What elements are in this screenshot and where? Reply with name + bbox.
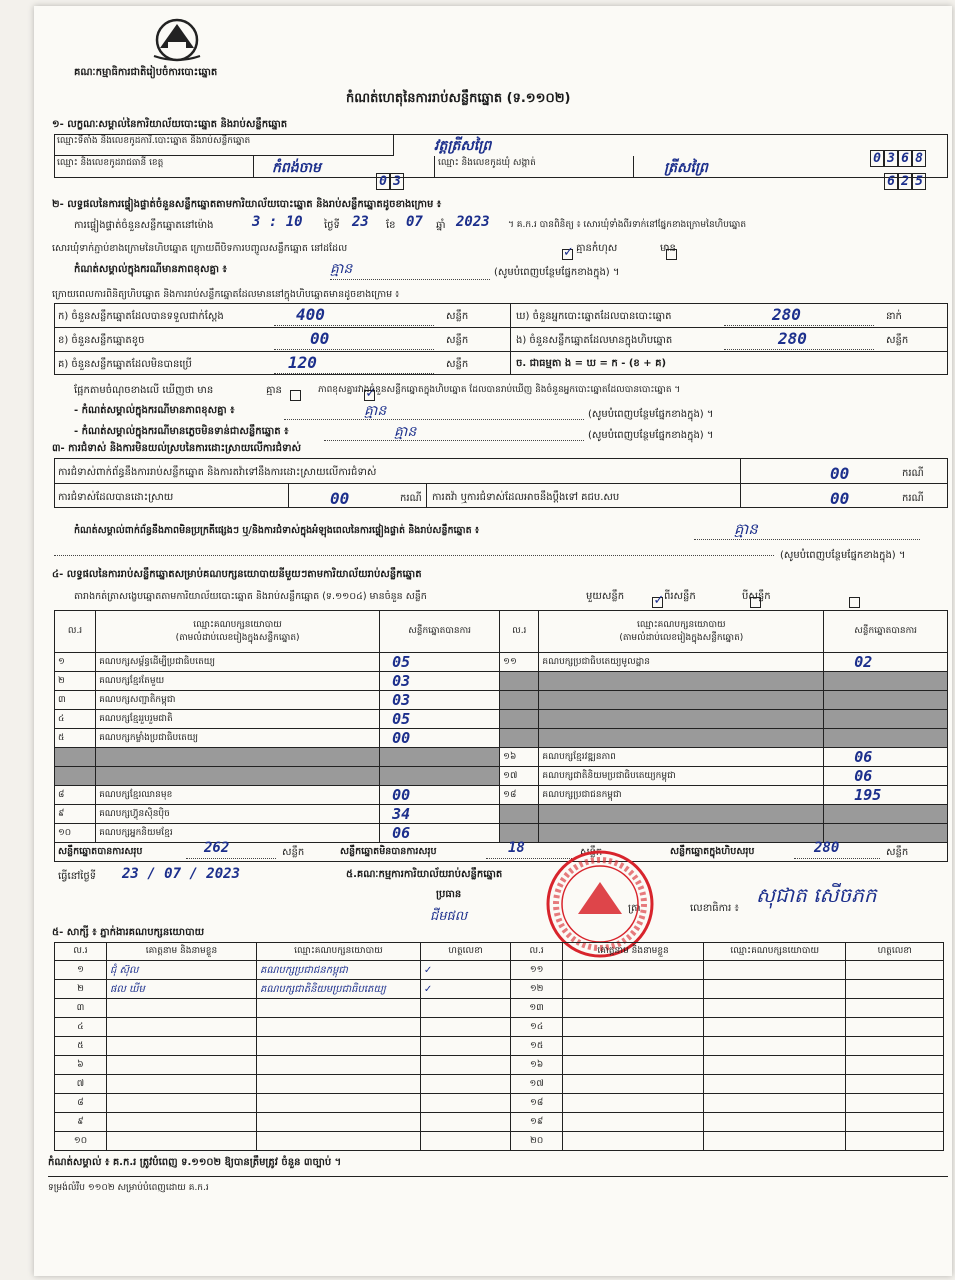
- witness-party: [256, 999, 420, 1018]
- witness-name: [106, 1018, 256, 1037]
- witness-no: ៦: [55, 1056, 107, 1075]
- party-name: គណបក្សអ្នកនិយមខ្មែរ: [96, 824, 380, 843]
- section3-heading: ៣- ការជំទាស់ និងការមិនយល់ស្របនៃការដោះស្រាយលើការជំទាស់: [52, 443, 302, 454]
- party-votes: [824, 672, 948, 691]
- witness-no: ១១: [511, 961, 563, 980]
- nec-logo-icon: [146, 12, 208, 62]
- party-name: គណបក្សសម្ព័ន្ធដើម្បីប្រជាធិបតេយ្យ: [96, 653, 380, 672]
- party-row: [55, 672, 948, 691]
- irregularity-label: កំណត់សម្គាល់ពាក់ព័ន្ធនឹងភាពមិនប្រក្រតីផ្សេងៗ ឬ/និងការជំទាស់ក្នុងអំឡុងពេលនៃការផ្ទៀងផ្ទាត់ និងរាប់សន្លឹកឆ្នោត ៖: [74, 525, 480, 536]
- witness-name: [563, 1018, 704, 1037]
- received-label: ក) ចំនួនសន្លឹកឆ្នោតដែលបានទទួលជាក់ស្តែង: [58, 311, 224, 322]
- witness-signature: [846, 1113, 944, 1132]
- unused-value: 120: [288, 353, 317, 372]
- witness-party: [256, 1056, 420, 1075]
- code-digit: 3: [884, 150, 898, 167]
- party-votes: [824, 691, 948, 710]
- party-no: [55, 767, 96, 786]
- witness-no: ៤: [55, 1018, 107, 1037]
- witness-no: ១៨: [511, 1094, 563, 1113]
- spoiled-value: 00: [310, 329, 330, 348]
- result-line: ផ្អែកតាមចំណុចខាងលើ ឃើញថា មាន: [74, 385, 214, 396]
- w-col-party: ឈ្មោះគណបក្សនយោបាយ: [256, 943, 420, 961]
- box-total-label: សន្លឹកឆ្នោតក្នុងហិបសរុប: [670, 846, 755, 857]
- has-error-label: មាន: [660, 243, 676, 254]
- witness-signature: [420, 1075, 510, 1094]
- check-time: 3 : 10: [252, 214, 303, 230]
- witness-name: [563, 961, 704, 980]
- party-no: [500, 710, 539, 729]
- witness-no: ១៦: [511, 1056, 563, 1075]
- witness-party: [704, 1132, 846, 1151]
- office-code: [870, 147, 926, 167]
- unused-label: គ) ចំនួនសន្លឹកឆ្នោតដែលមិនបានប្រើ: [58, 359, 192, 370]
- w-col-name: គោត្តនាម និងនាមខ្លួន: [563, 943, 704, 961]
- irregularity-tail: (សូមបំពេញបន្ថែមផ្នែកខាងក្នុង) ។: [780, 550, 906, 561]
- witness-party: [704, 980, 846, 999]
- witness-party: [704, 1018, 846, 1037]
- voters-value: 280: [772, 305, 801, 324]
- one-sheet-label: មួយសន្លឹក: [586, 591, 625, 602]
- code-digit: 0: [376, 173, 390, 190]
- seal-check-line: សោរឃុំទាក់ភ្ជាប់ខាងក្រោមនៃហិបឆ្នោត ក្រោយពីបិទការបញ្ចូលសន្លឹកឆ្នោត នៅដដែល: [52, 243, 348, 254]
- party-no: [500, 691, 539, 710]
- party-votes-table: [54, 610, 948, 843]
- invalid-total: 18: [508, 840, 525, 856]
- resolved-value: 00: [330, 489, 350, 508]
- party-votes: 00: [380, 729, 500, 748]
- party-votes: [824, 710, 948, 729]
- commune-code: [884, 170, 926, 190]
- w-col-no: ល.រ: [55, 943, 107, 961]
- party-votes: [824, 729, 948, 748]
- witness-signature: [420, 1113, 510, 1132]
- party-votes: 06: [824, 767, 948, 786]
- witness-no: ១៤: [511, 1018, 563, 1037]
- witness-name: [106, 1094, 256, 1113]
- party-name: គណបក្សហ៊្វុនស៊ិនប៉ិច: [96, 805, 380, 824]
- commune-label: ឈ្មោះ និងលេខកូដឃុំ សង្កាត់: [434, 156, 634, 178]
- witness-name: ជុំ ស៊ុល: [106, 961, 256, 980]
- section4-heading: ៤- លទ្ធផលនៃការរាប់សន្លឹកឆ្នោតសម្រាប់គណបក្សនយោបាយនីមួយៗតាមការិយាល័យរាប់សន្លឹកឆ្នោត: [52, 569, 422, 580]
- no-error-label: គ្មានកំហុស: [576, 243, 618, 254]
- witness-signature: [846, 980, 944, 999]
- party-name: គណបក្សខ្មែរតែមួយ: [96, 672, 380, 691]
- party-name: [539, 729, 824, 748]
- org-name: គណៈកម្មាធិការជាតិរៀបចំការបោះឆ្នោត: [74, 67, 218, 78]
- witness-signature: [846, 1132, 944, 1151]
- party-name: គណបក្សខ្មែររួបរួមជាតិ: [96, 710, 380, 729]
- code-digit: 3: [390, 173, 404, 190]
- party-no: ៣: [55, 691, 96, 710]
- party-votes: 195: [824, 786, 948, 805]
- party-no: ១៨: [500, 786, 539, 805]
- party-row: [55, 786, 948, 805]
- witness-party: [256, 1132, 420, 1151]
- has-diff-checkbox[interactable]: [290, 390, 301, 401]
- witness-name: [563, 1113, 704, 1132]
- witness-no: ២: [55, 980, 107, 999]
- in-box-value: 280: [778, 329, 807, 348]
- party-name: [539, 824, 824, 843]
- witness-signature: [846, 1094, 944, 1113]
- witness-name: [106, 1037, 256, 1056]
- valid-total-label: សន្លឹកឆ្នោតបានការសរុប: [58, 846, 143, 857]
- committee-heading: ៥.គណៈកម្មការការិយាល័យរាប់សន្លឹកឆ្នោត: [346, 869, 503, 880]
- w-col-name: គោត្តនាម និងនាមខ្លួន: [106, 943, 256, 961]
- col-votes: សន្លឹកឆ្នោតបានការ: [824, 611, 948, 653]
- month-label: ខែ: [386, 220, 396, 231]
- witness-name: [106, 1132, 256, 1151]
- witness-name: [563, 980, 704, 999]
- one-sheet-checkbox[interactable]: [652, 597, 663, 608]
- witness-name: [106, 999, 256, 1018]
- witness-row: [55, 999, 944, 1018]
- col-party-title: ឈ្មោះគណបក្សនយោបាយ: [637, 619, 726, 630]
- witness-signature: [846, 1037, 944, 1056]
- no-error-checkbox[interactable]: [562, 249, 573, 260]
- date-value: 23 / 07 / 2023: [122, 866, 241, 882]
- party-name: [539, 691, 824, 710]
- party-name: គណបក្សសញ្ជាតិកម្ពុជា: [96, 691, 380, 710]
- formula: ច. ជាធម្មតា ង = ឃ = ក - (ខ + គ): [516, 358, 667, 369]
- party-no: [500, 805, 539, 824]
- party-row: [55, 653, 948, 672]
- witness-row: [55, 980, 944, 999]
- witness-no: ១៧: [511, 1075, 563, 1094]
- party-no: [55, 748, 96, 767]
- party-no: ៤: [55, 710, 96, 729]
- witness-no: ១៥: [511, 1037, 563, 1056]
- witness-signature: [420, 1056, 510, 1075]
- witness-signature: ✓: [420, 961, 510, 980]
- witness-name: ផល ឃីម: [106, 980, 256, 999]
- party-name: គណបក្សជាតិនិយមប្រជាធិបតេយ្យកម្ពុជា: [539, 767, 824, 786]
- check-month: 07: [406, 214, 423, 230]
- col-party-sub: (តាមលំដាប់លេខរៀងក្នុងសន្លឹកឆ្នោត): [175, 632, 300, 643]
- witness-name: [106, 1113, 256, 1132]
- incident-note: (សូមបំពេញបន្ថែមផ្នែកខាងក្នុង) ។: [494, 267, 620, 278]
- witness-no: ១៣: [511, 999, 563, 1018]
- received-unit: សន្លឹក: [446, 311, 469, 322]
- witness-party: [256, 1094, 420, 1113]
- witness-row: [55, 1132, 944, 1151]
- incident-label: កំណត់សម្គាល់ក្នុងករណីមានភាពខុសគ្នា ៖: [74, 264, 227, 275]
- col-party-sub: (តាមលំដាប់លេខរៀងក្នុងសន្លឹកឆ្នោត): [619, 632, 744, 643]
- party-no: [500, 672, 539, 691]
- witness-no: ៩: [55, 1113, 107, 1132]
- check-line-tail: ។ គ.ក.រ បានពិនិត្យ ៖ សោរឃុំទាំងពីរទាក់នៅផ្នែកខាងក្រោមនៃហិបឆ្នោត: [508, 220, 747, 230]
- party-no: ១: [55, 653, 96, 672]
- party-row: [55, 729, 948, 748]
- party-row: [55, 748, 948, 767]
- witness-party: គណបក្សជាតិនិយមប្រជាធិបតេយ្យ: [256, 980, 420, 999]
- witness-signature: [846, 961, 944, 980]
- party-row: [55, 691, 948, 710]
- box-total-unit: សន្លឹក: [886, 847, 909, 858]
- party-name: [539, 710, 824, 729]
- objection-label: ការជំទាស់ពាក់ព័ន្ធនឹងការរាប់សន្លឹកឆ្នោត និងការតវ៉ាទៅនឹងការដោះស្រាយលើការជំទាស់: [58, 467, 377, 478]
- witness-name: [106, 1056, 256, 1075]
- page-title: កំណត់ហេតុនៃការរាប់សន្លឹកឆ្នោត (ទ.១១០២): [346, 91, 571, 106]
- col-party: [539, 611, 824, 653]
- party-no: ៨: [55, 786, 96, 805]
- two-sheet-label: ពីរសន្លឹក: [664, 591, 696, 602]
- w-col-party: ឈ្មោះគណបក្សនយោបាយ: [704, 943, 846, 961]
- year-label: ឆ្នាំ: [436, 220, 446, 231]
- province-label: ឈ្មោះ និងលេខកូដរាជធានី ខេត្ត: [54, 156, 254, 178]
- resolved-label: ការជំទាស់ដែលបានដោះស្រាយ: [58, 492, 174, 503]
- party-name: គណបក្សកម្លាំងប្រជាធិបតេយ្យ: [96, 729, 380, 748]
- check-year: 2023: [456, 214, 490, 230]
- secretary-label: លេខាធិការ ៖: [690, 903, 739, 914]
- objection-value: 00: [830, 464, 850, 483]
- commune-value: ត្រីសព្រៃ: [664, 160, 708, 176]
- witness-party: គណបក្សប្រជាជនកម្ពុជា: [256, 961, 420, 980]
- w-col-sign: ហត្ថលេខា: [420, 943, 510, 961]
- party-no: ១១: [500, 653, 539, 672]
- witness-party: [704, 1037, 846, 1056]
- summary-sheet-label: តារាងកត់ត្រាសង្ខេបឆ្នោតតាមការិយាល័យបោះឆ្នោត និងរាប់សន្លឹកឆ្នោត (ទ.១១០៤) មានចំនួន សន្លឹក: [74, 591, 427, 602]
- appeal-value: 00: [830, 489, 850, 508]
- office-value: វត្តត្រីសព្រៃ: [434, 138, 492, 154]
- w-col-no: ល.រ: [511, 943, 563, 961]
- footer-note: កំណត់សម្គាល់ ៖ គ.ក.រ ត្រូវបំពេញ ទ.១១០២ ឱ្យបានត្រឹមត្រូវ ចំនួន ៣ច្បាប់ ។: [48, 1157, 342, 1168]
- witness-row: [55, 1037, 944, 1056]
- section1-heading: ១- លក្ខណៈសម្គាល់នៃការិយាល័យបោះឆ្នោត និងរាប់សន្លឹកឆ្នោត: [52, 119, 288, 130]
- witness-signature: [846, 1056, 944, 1075]
- col-no: ល.រ: [55, 611, 96, 653]
- party-no: [500, 729, 539, 748]
- party-name: [96, 748, 380, 767]
- witness-signature: [846, 1018, 944, 1037]
- witness-row: [55, 1113, 944, 1132]
- party-votes: 00: [380, 786, 500, 805]
- witness-party: [704, 1075, 846, 1094]
- day-label: ថ្ងៃទី: [324, 220, 340, 231]
- col-party: [96, 611, 380, 653]
- party-votes: 03: [380, 672, 500, 691]
- witness-signature: [420, 1018, 510, 1037]
- party-row: [55, 710, 948, 729]
- three-sheet-label: បីសន្លឹក: [742, 591, 771, 602]
- stamp-label: ត្រា: [628, 903, 641, 914]
- code-digit: 6: [884, 173, 898, 190]
- witness-signature: [846, 1075, 944, 1094]
- code-digit: 8: [912, 150, 926, 167]
- witness-party: [704, 999, 846, 1018]
- section2-heading: ២- លទ្ធផលនៃការផ្ទៀងផ្ទាត់ចំនួនសន្លឹកឆ្នោតតាមការិយាល័យបោះឆ្នោត និងរាប់សន្លឹកឆ្នោតដូចខាងក្រោម ៖: [52, 199, 442, 210]
- witness-no: ១: [55, 961, 107, 980]
- party-row: [55, 805, 948, 824]
- form-sheet: [34, 6, 952, 1276]
- witness-party: [704, 1113, 846, 1132]
- appeal-unit: ករណី: [902, 493, 924, 504]
- incident-value: គ្មាន: [330, 261, 353, 277]
- code-digit: 2: [898, 173, 912, 190]
- witness-signature: [420, 1094, 510, 1113]
- witness-row: [55, 1056, 944, 1075]
- note2-value: គ្មាន: [394, 424, 417, 440]
- chair-signature: ជីមផល: [430, 909, 468, 924]
- date-label: ធ្វើនៅថ្ងៃទី: [58, 871, 97, 882]
- party-votes: 06: [824, 748, 948, 767]
- office-label: ឈ្មោះទីតាំង និងលេខកូដការិ.បោះឆ្នោត និងរាប់សន្លឹកឆ្នោត: [54, 134, 394, 156]
- result-tail: ភាពខុសគ្នារវាងចំនួនសន្លឹកឆ្នោតក្នុងហិបឆ្នោត ដែលបានរាប់ឃើញ និងចំនួនអ្នកបោះឆ្នោតដែលបានបោះឆ្នោត ។: [318, 385, 681, 395]
- witness-signature: ✓: [420, 980, 510, 999]
- form-reference: ទម្រង់លំរឹប ១១០២ សម្រាប់បំពេញដោយ គ.ក.រ: [48, 1183, 209, 1193]
- witness-no: ១៩: [511, 1113, 563, 1132]
- witness-party: [256, 1018, 420, 1037]
- witness-no: ២០: [511, 1132, 563, 1151]
- note1-tail: (សូមបំពេញបន្ថែមផ្នែកខាងក្នុង) ។: [588, 409, 714, 420]
- witness-name: [563, 1075, 704, 1094]
- resolved-unit: ករណី: [400, 493, 422, 504]
- witness-no: ១២: [511, 980, 563, 999]
- party-no: ១០: [55, 824, 96, 843]
- party-votes: [824, 805, 948, 824]
- province-value: កំពង់ចាម: [272, 160, 321, 176]
- col-votes: សន្លឹកឆ្នោតបានការ: [380, 611, 500, 653]
- valid-total: 262: [204, 840, 230, 856]
- party-no: ១៦: [500, 748, 539, 767]
- witness-party: [256, 1075, 420, 1094]
- witness-table: [54, 942, 944, 1151]
- note2-tail: (សូមបំពេញបន្ថែមផ្នែកខាងក្នុង) ។: [588, 430, 714, 441]
- party-votes: 05: [380, 710, 500, 729]
- party-no: ៩: [55, 805, 96, 824]
- secretary-signature: សុជាត សើចភក: [756, 883, 877, 907]
- party-votes: [380, 767, 500, 786]
- party-name: គណបក្សប្រជាជនកម្ពុជា: [539, 786, 824, 805]
- code-digit: 6: [898, 150, 912, 167]
- party-votes: 34: [380, 805, 500, 824]
- three-sheet-checkbox[interactable]: [849, 597, 860, 608]
- witness-signature: [420, 1037, 510, 1056]
- check-day: 23: [352, 214, 369, 230]
- col-party-title: ឈ្មោះគណបក្សនយោបាយ: [193, 619, 282, 630]
- witness-no: ៣: [55, 999, 107, 1018]
- party-votes: [824, 824, 948, 843]
- party-votes: 02: [824, 653, 948, 672]
- in-box-unit: សន្លឹក: [886, 335, 909, 346]
- note1-value: គ្មាន: [364, 403, 387, 419]
- witness-name: [563, 1094, 704, 1113]
- appeal-label: ការតវ៉ា ឬការជំទាស់ដែលអាចនឹងប្តឹងទៅ គជប.សប: [432, 492, 620, 503]
- party-row: [55, 767, 948, 786]
- col-no: ល.រ: [500, 611, 539, 653]
- unused-unit: សន្លឹក: [446, 359, 469, 370]
- witness-party: [704, 961, 846, 980]
- witness-no: ១០: [55, 1132, 107, 1151]
- party-name: គណបក្សប្រជាធិបតេយ្យមូលដ្ឋាន: [539, 653, 824, 672]
- witness-row: [55, 1094, 944, 1113]
- table-intro: ក្រោយពេលការពិនិត្យហិបឆ្នោត និងការរាប់សន្លឹកឆ្នោតដែលមាននៅក្នុងហិបឆ្នោតមានដូចខាងក្រោម ៖: [52, 289, 400, 300]
- witness-party: [704, 1056, 846, 1075]
- box-total: 280: [814, 840, 840, 856]
- witness-row: [55, 1018, 944, 1037]
- spoiled-label: ខ) ចំនួនសន្លឹកឆ្នោតខូច: [58, 335, 145, 346]
- check-time-label: ការផ្ទៀងផ្ទាត់ចំនួនសន្លឹកឆ្នោតនៅម៉ោង: [74, 220, 214, 231]
- province-code: [376, 170, 404, 190]
- party-no: ១៧: [500, 767, 539, 786]
- witness-name: [563, 1037, 704, 1056]
- witness-party: [704, 1094, 846, 1113]
- party-votes: 06: [380, 824, 500, 843]
- spoiled-unit: សន្លឹក: [446, 335, 469, 346]
- party-name: [539, 805, 824, 824]
- voters-unit: នាក់: [886, 311, 902, 322]
- received-value: 400: [296, 305, 325, 324]
- in-box-label: ង) ចំនួនសន្លឹកឆ្នោតដែលមានក្នុងហិបឆ្នោត: [516, 335, 673, 346]
- code-digit: 5: [912, 173, 926, 190]
- note1-label: - កំណត់សម្គាល់ក្នុងករណីមានភាពខុសគ្នា ៖: [74, 405, 235, 416]
- w-col-sign: ហត្ថលេខា: [846, 943, 944, 961]
- witness-no: ៨: [55, 1094, 107, 1113]
- party-votes: 03: [380, 691, 500, 710]
- party-name: [539, 672, 824, 691]
- objection-unit: ករណី: [902, 468, 924, 479]
- party-votes: [380, 748, 500, 767]
- party-name: [96, 767, 380, 786]
- witness-party: [256, 1113, 420, 1132]
- witness-signature: [420, 999, 510, 1018]
- witness-name: [563, 999, 704, 1018]
- irregularity-value: គ្មាន: [734, 520, 758, 538]
- witness-no: ៧: [55, 1075, 107, 1094]
- witness-name: [106, 1075, 256, 1094]
- section5-heading: ៥- សាក្សី ៖ ភ្នាក់ងារគណបក្សនយោបាយ: [52, 927, 205, 938]
- voters-label: ឃ) ចំនួនអ្នកបោះឆ្នោតដែលបានបោះឆ្នោត: [516, 311, 672, 322]
- party-votes: 05: [380, 653, 500, 672]
- no-diff-label: គ្មាន: [266, 385, 282, 396]
- party-no: ៥: [55, 729, 96, 748]
- party-no: ២: [55, 672, 96, 691]
- witness-signature: [846, 999, 944, 1018]
- code-digit: 0: [870, 150, 884, 167]
- party-name: គណបក្សខ្មែរឈានមុខ: [96, 786, 380, 805]
- valid-total-unit: សន្លឹក: [282, 847, 305, 858]
- witness-name: [563, 1132, 704, 1151]
- chair-label: ប្រធាន: [436, 889, 462, 900]
- witness-row: [55, 1075, 944, 1094]
- witness-party: [256, 1037, 420, 1056]
- invalid-total-label: សន្លឹកឆ្នោតមិនបានការសរុប: [340, 846, 437, 857]
- invalid-total-unit: សន្លឹក: [580, 847, 603, 858]
- witness-no: ៥: [55, 1037, 107, 1056]
- witness-row: [55, 961, 944, 980]
- witness-name: [563, 1056, 704, 1075]
- witness-signature: [420, 1132, 510, 1151]
- note2-label: - កំណត់សម្គាល់ក្នុងករណីមានភ្លេចមិនទាន់ជាសន្លឹកឆ្នោត ៖: [74, 426, 289, 437]
- party-name: គណបក្សខ្មែរវឌ្ឍនភាព: [539, 748, 824, 767]
